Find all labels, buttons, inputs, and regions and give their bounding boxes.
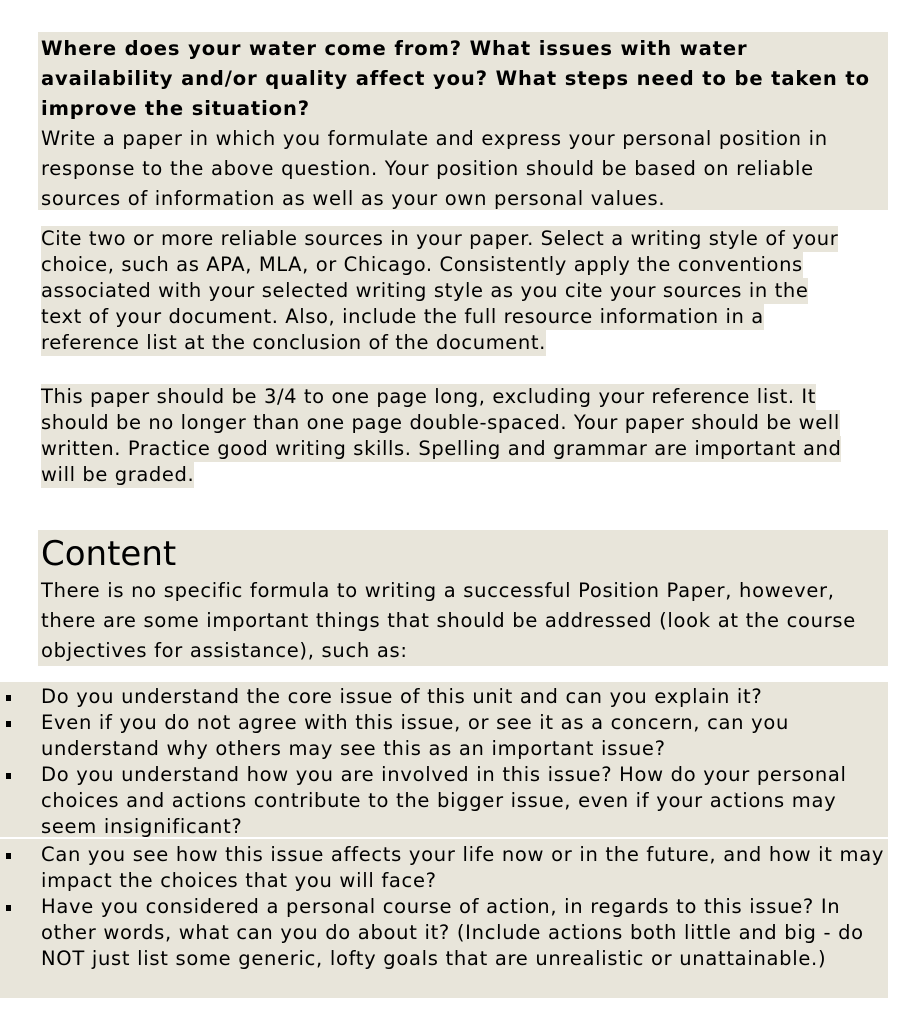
list-item: Can you see how this issue affects your life now or in the future, and how it may impact the choices that you will face? — [0, 842, 888, 894]
square-bullet-icon — [6, 773, 11, 779]
assignment-instructions: Write a paper in which you formulate and express your personal position in response to the above question. Your position should be based on reliable sources of information as well as your own personal values. — [41, 127, 828, 210]
content-section — [38, 530, 888, 666]
citation-line: Cite two or more reliable sources in your paper. Select a writing style of your — [41, 227, 839, 250]
list-item: Even if you do not agree with this issue, or see it as a concern, can you understand why others may see this as an important issue? — [0, 710, 888, 762]
assignment-question: Where does your water come from? What issues with water availability and/or quality affect you? What steps need to be taken to improve the situation? — [41, 37, 870, 120]
square-bullet-icon — [6, 853, 11, 859]
citation-line: text of your document. Also, include the full resource information in a — [41, 305, 764, 328]
question-checklist — [0, 684, 888, 972]
citation-line: choice, such as APA, MLA, or Chicago. Consistently apply the conventions — [41, 253, 803, 276]
citation-line: associated with your selected writing style as you cite your sources in the — [41, 279, 809, 302]
length-line: written. Practice good writing skills. Spelling and grammar are important and — [41, 437, 842, 460]
citation-paragraph — [38, 226, 888, 356]
square-bullet-icon — [6, 695, 11, 701]
square-bullet-icon — [6, 721, 11, 727]
citation-line: reference list at the conclusion of the document. — [41, 331, 546, 354]
question-section — [38, 32, 888, 210]
list-item: Do you understand how you are involved in this issue? How do your personal choices and actions contribute to the bigger issue, even if your actions may seem insignificant? — [0, 762, 888, 840]
length-line: will be graded. — [41, 463, 195, 486]
content-intro: There is no specific formula to writing a successful Position Paper, however, there are some important things that should be addressed (look at the course objectives for assistance), such as: — [41, 579, 856, 662]
length-line: This paper should be 3/4 to one page long, excluding your reference list. It — [41, 385, 817, 408]
length-line: should be no longer than one page double-spaced. Your paper should be well — [41, 411, 840, 434]
list-item: Have you considered a personal course of action, in regards to this issue? In other words, what can you do about it? (Include actions both little and big - do NOT just list some generic, lofty goals that are unrealistic or unattainable.) — [0, 894, 888, 972]
length-paragraph — [38, 384, 888, 488]
list-item: Do you understand the core issue of this unit and can you explain it? — [0, 684, 888, 710]
content-heading: Content — [41, 534, 177, 574]
square-bullet-icon — [6, 905, 11, 911]
